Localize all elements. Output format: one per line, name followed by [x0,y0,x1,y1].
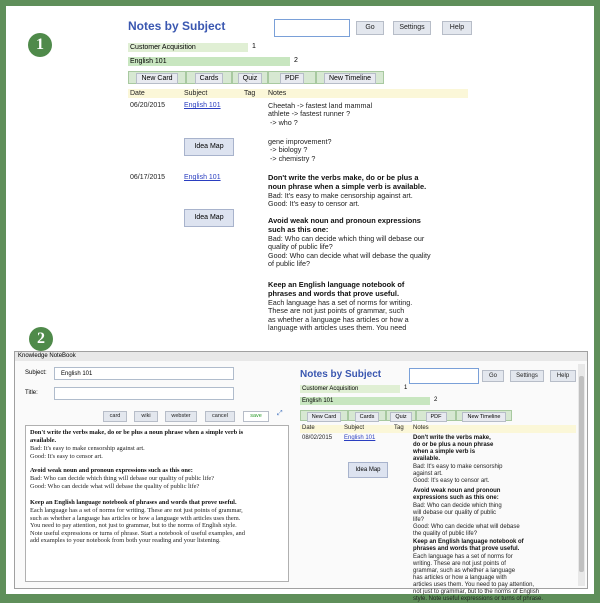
quiz-button[interactable] [232,71,268,84]
pdf-label: PDF [280,73,304,84]
preview-pdf-button[interactable] [416,410,456,421]
preview-new-timeline-label: New Timeline [462,412,505,422]
subject-bar-customer-acquisition[interactable]: Customer Acquisition [128,43,248,52]
quiz-label: Quiz [238,73,262,84]
idea-map-button[interactable]: Idea Map [184,209,234,227]
subject-field[interactable] [54,367,234,380]
preview-search-input[interactable] [409,368,479,384]
preview-note-text: Bad: It's easy to make censorship against art. Good: It's easy to censor art. [413,464,503,484]
row-subject-link[interactable]: English 101 [184,102,221,109]
editor-heading: Keep an English language notebook of phrases and words that prove useful. [30,499,237,506]
editor-text: Bad: Who can decide which thing will debase our quality of public life? Good: Who can decide what will debase the quality of public life? [30,475,215,490]
step-two-badge: 2 [29,327,53,351]
preview-subject-bar[interactable]: Customer Acquisition [300,385,400,393]
row-date: 06/20/2015 [130,102,166,109]
pdf-button[interactable] [268,71,316,84]
help-button[interactable]: Help [442,21,472,35]
webster-button[interactable]: webster [165,411,197,422]
search-input[interactable] [274,19,350,37]
subject-count: 1 [252,43,256,50]
preview-idea-map-button[interactable]: Idea Map [348,462,388,478]
preview-column-notes: Notes [413,425,429,431]
preview-column-date: Date [302,425,315,431]
preview-note-heading: Keep an English language notebook of phrases and words that prove useful. [413,539,524,552]
wiki-button[interactable]: wiki [134,411,158,422]
preview-cards-label: Cards [355,412,380,422]
idea-map-button[interactable]: Idea Map [184,138,234,156]
note-text: Bad: It's easy to make censorship against art. Good: It's easy to censor art. [268,191,413,209]
new-timeline-button[interactable] [316,71,384,84]
title-label: Title: [25,390,38,396]
preview-row-subject-link[interactable]: English 101 [344,435,376,441]
save-button[interactable]: save [243,411,269,422]
note-heading: Don't write the verbs make, do or be plus a noun phrase when a simple verb is available. [268,173,427,191]
preview-scrollbar[interactable] [578,364,585,586]
preview-subject-count: 1 [404,385,408,391]
subject-label: Subject: [25,370,47,376]
row-subject-link[interactable]: English 101 [184,174,221,181]
preview-subject-bar[interactable]: English 101 [300,397,430,405]
preview-subject-count: 2 [434,397,438,403]
note-heading: Avoid weak noun and pronoun expressions such as this one: [268,216,421,234]
preview-title: Notes by Subject [300,369,382,380]
editor-heading: Avoid weak noun and pronoun expressions such as this one: [30,467,193,474]
editor-text: Each language has a set of norms for writing. These are not just points of grammar, such as whether a language has articles or how a language with articles uses them. You need to pay attention, not just to grammar, but to the norms of English style. Note useful expressions or turns of phrase. Start a notebook of useful examples, and add examples to your notebook from both your reading and your listening. [30,507,245,545]
cancel-button[interactable]: cancel [205,411,235,422]
note-text: Bad: Who can decide which thing will debase our quality of public life? Good: Who can decide what will debase the quality of public life? [268,234,431,269]
editor-text: Bad: It's easy to make censorship against art. Good: It's easy to censor art. [30,445,145,460]
title-field[interactable] [54,387,234,400]
preview-column-subject: Subject [344,425,365,431]
new-card-label: New Card [136,73,177,84]
screenshot-frame [6,6,594,602]
preview-settings-button[interactable]: Settings [510,370,544,382]
new-card-button[interactable] [128,71,186,84]
step-one-badge: 1 [28,33,52,57]
preview-row-date: 08/02/2015 [302,435,333,441]
window-title: Knowledge NoteBook [18,353,76,359]
preview-quiz-label: Quiz [390,412,411,422]
cards-button[interactable] [186,71,232,84]
table-header-row [128,89,468,98]
column-subject: Subject [184,90,208,97]
preview-pdf-label: PDF [426,412,447,422]
page-title: Notes by Subject [128,19,226,33]
expand-icon[interactable]: ⤢ [277,410,283,417]
row-date: 06/17/2015 [130,174,166,181]
column-notes: Notes [268,90,287,97]
cards-label: Cards [195,73,224,84]
preview-column-tag: Tag [394,425,404,431]
subject-count: 2 [294,57,298,64]
preview-go-button[interactable]: Go [482,370,504,382]
preview-new-card-label: New Card [307,412,341,422]
preview-table-header [300,425,576,433]
preview-new-timeline-button[interactable] [456,410,512,421]
settings-button[interactable]: Settings [393,21,431,35]
preview-quiz-button[interactable] [386,410,416,421]
preview-cards-button[interactable] [348,410,386,421]
note-heading: Keep an English language notebook of phrases and words that prove useful. [268,280,405,298]
subject-bar-english-101[interactable]: English 101 [128,57,290,66]
note-text: Each language has a set of norms for writing. These are not just points of grammar, such as whether a language has articles or how a language with articles uses them. You need [268,298,413,333]
scrollbar-thumb[interactable] [579,376,584,572]
preview-note-heading: Don't write the verbs make, do or be plus a noun phrase when a simple verb is available. [413,435,494,462]
card-button[interactable]: card [103,411,127,422]
new-timeline-label: New Timeline [324,73,376,84]
preview-new-card-button[interactable] [300,410,348,421]
column-date: Date [130,90,145,97]
row-notes: Cheetah -> fastest land mammal athlete -> fastest runner ? -> who ? [268,101,373,127]
preview-note-heading: Avoid weak noun and pronoun expressions such as this one: [413,488,501,501]
editor-heading: Don't write the verbs make, do or be plus a noun phrase when a simple verb is available. [30,429,244,444]
column-tag: Tag [244,90,256,97]
preview-help-button[interactable]: Help [550,370,576,382]
window-titlebar [15,352,587,361]
subject-field-value: English 101 [61,371,93,377]
row-notes: gene improvement? -> biology ? -> chemistry ? [268,137,332,163]
go-button[interactable]: Go [356,21,384,35]
preview-note-text: Bad: Who can decide which thing will debase our quality of public life? Good: Who can decide what will debase the quality of public life? [413,503,520,537]
preview-note-text: Each language has a set of norms for writing. These are not just points of grammar, such as whether a language has articles or how a language with articles uses them. You need to pay attention, not just to grammar, but to the norms of English style. Note useful expressions or turns of phrase. [413,554,544,602]
